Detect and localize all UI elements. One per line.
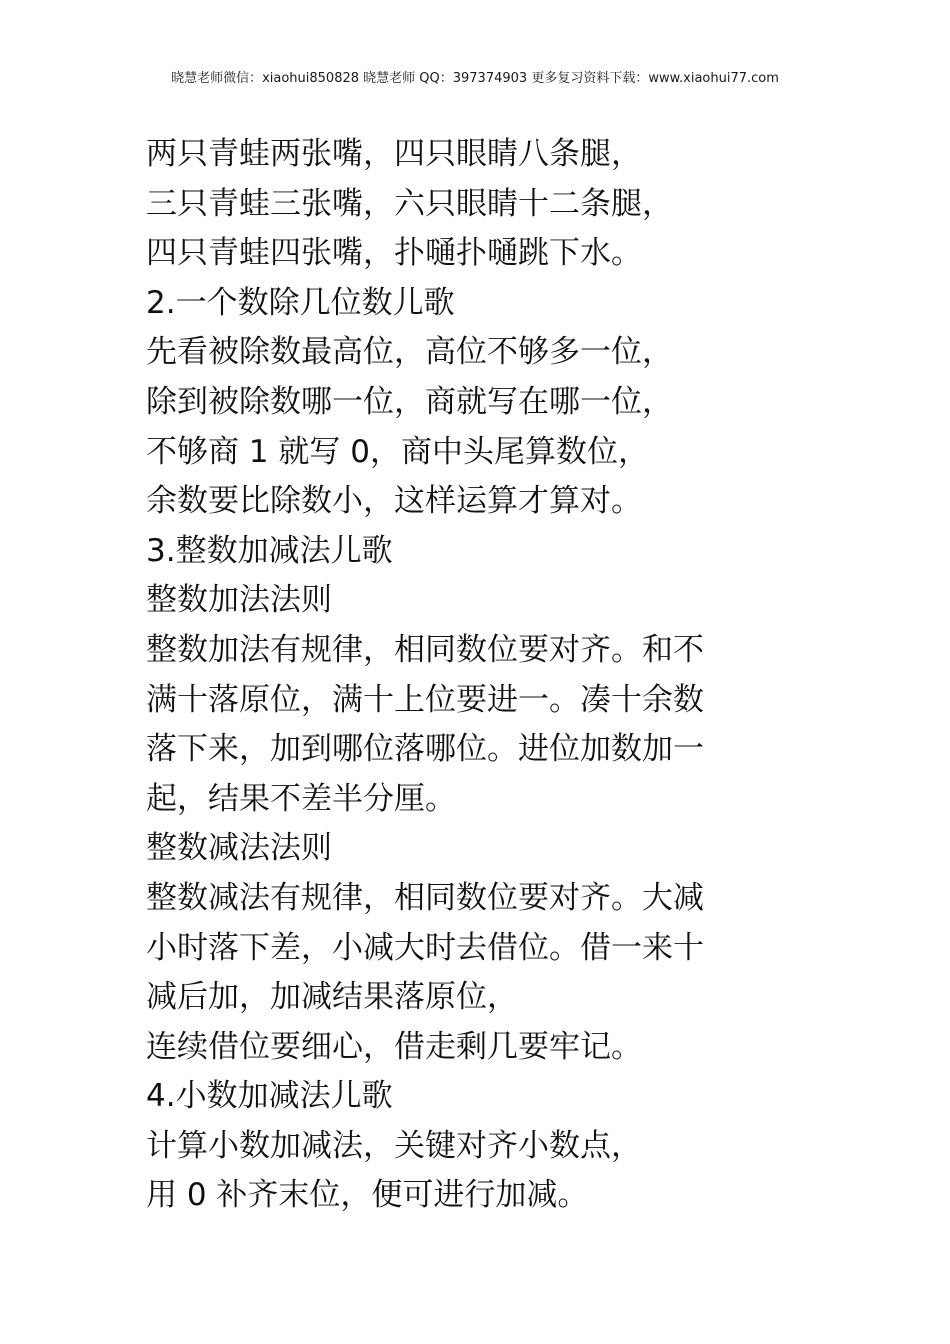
text-line: 先看被除数最高位，高位不够多一位， bbox=[146, 334, 673, 371]
text-line: 余数要比除数小，这样运算才算对。 bbox=[146, 483, 642, 520]
text-line: 两只青蛙两张嘴，四只眼睛八条腿， bbox=[146, 136, 642, 172]
section-heading: 2.一个数除几位数儿歌 bbox=[146, 284, 455, 321]
text-line: 不够商 1 就写 0，商中头尾算数位， bbox=[146, 433, 650, 470]
text-line: 小时落下差，小减大时去借位。借一来十 bbox=[146, 929, 704, 966]
header-text: 晓慧老师微信：xiaohui850828 晓慧老师 QQ：397374903 更多复习资料下载：www.xiaohui77.com bbox=[171, 71, 779, 86]
document-body bbox=[146, 130, 816, 1221]
text-line: 除到被除数哪一位，商就写在哪一位， bbox=[146, 383, 673, 420]
text-line: 三只青蛙三张嘴，六只眼睛十二条腿， bbox=[146, 185, 673, 222]
section-heading: 4.小数加减法儿歌 bbox=[146, 1078, 393, 1115]
text-line: 连续借位要细心，借走剩几要牢记。 bbox=[146, 1028, 642, 1065]
text-line: 整数减法有规律，相同数位要对齐。大减 bbox=[146, 879, 704, 916]
subsection-heading: 整数加法法则 bbox=[146, 582, 332, 619]
text-line: 四只青蛙四张嘴，扑嗵扑嗵跳下水。 bbox=[146, 235, 642, 272]
text-line: 落下来，加到哪位落哪位。进位加数加一 bbox=[146, 731, 704, 768]
frog-poem bbox=[146, 130, 816, 279]
section-4 bbox=[146, 1072, 816, 1221]
text-line: 用 0 补齐末位，便可进行加减。 bbox=[146, 1177, 589, 1214]
section-heading: 3.整数加减法儿歌 bbox=[146, 532, 393, 569]
text-line: 计算小数加减法，关键对齐小数点， bbox=[146, 1127, 642, 1164]
text-line: 满十落原位，满十上位要进一。凑十余数 bbox=[146, 681, 704, 718]
section-3 bbox=[146, 527, 816, 1073]
text-line: 整数加法有规律，相同数位要对齐。和不 bbox=[146, 631, 704, 668]
page-header bbox=[0, 70, 950, 88]
text-line: 减后加，加减结果落原位， bbox=[146, 979, 518, 1016]
text-line: 起，结果不差半分厘。 bbox=[146, 780, 456, 817]
subsection-heading: 整数减法法则 bbox=[146, 830, 332, 867]
section-2 bbox=[146, 279, 816, 527]
